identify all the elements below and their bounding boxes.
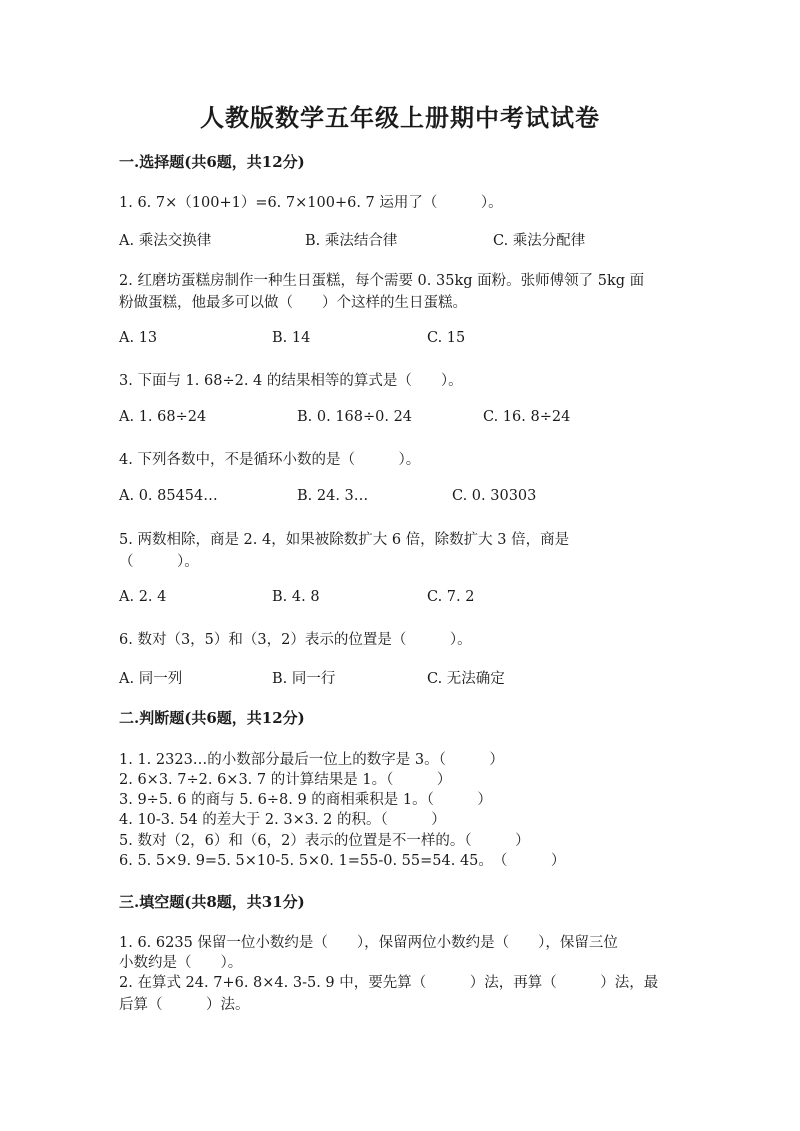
option-1-5-b: B. 4. 8 (272, 589, 320, 605)
option-1-1-a: A. 乘法交换律 (119, 233, 212, 249)
judgment-item-1: 1. 1. 2323…的小数部分最后一位上的数字是 3。（ ） (119, 752, 504, 768)
question-1-6: 6. 数对（3，5）和（3，2）表示的位置是（ ）。 (119, 632, 472, 648)
option-1-2-c: C. 15 (427, 330, 466, 346)
section-heading-fill: 三.填空题(共8题，共31分) (119, 893, 305, 911)
question-1-5-line1: 5. 两数相除，商是 2. 4，如果被除数扩大 6 倍，除数扩大 3 倍，商是 (119, 532, 570, 548)
section-heading-judgment: 二.判断题(共6题，共12分) (119, 709, 305, 727)
page-title: 人教版数学五年级上册期中考试试卷 (200, 103, 600, 132)
question-1-3: 3. 下面与 1. 68÷2. 4 的结果相等的算式是（ ）。 (119, 373, 463, 389)
fill-item-2-line2: 后算（ ）法。 (119, 997, 250, 1013)
judgment-item-3: 3. 9÷5. 6 的商与 5. 6÷8. 9 的商相乘积是 1。（ ） (119, 792, 492, 808)
fill-item-1-line1: 1. 6. 6235 保留一位小数约是（ ），保留两位小数约是（ ），保留三位 (119, 935, 618, 951)
question-1-5-line2: （ ）。 (119, 554, 199, 570)
fill-item-1-line2: 小数约是（ ）。 (119, 955, 243, 971)
option-1-6-c: C. 无法确定 (427, 671, 505, 687)
question-1-2-line1: 2. 红磨坊蛋糕房制作一种生日蛋糕，每个需要 0. 35kg 面粉。张师傅领了 5kg 面 (119, 273, 645, 289)
option-1-5-c: C. 7. 2 (427, 589, 475, 605)
option-1-2-b: B. 14 (272, 330, 311, 346)
judgment-item-2: 2. 6×3. 7÷2. 6×3. 7 的计算结果是 1。（ ） (119, 772, 452, 788)
question-1-4: 4. 下列各数中，不是循环小数的是（ ）。 (119, 452, 421, 468)
judgment-item-4: 4. 10-3. 54 的差大于 2. 3×3. 2 的积。（ ） (119, 812, 446, 828)
option-1-1-c: C. 乘法分配律 (493, 233, 586, 249)
option-1-1-b: B. 乘法结合律 (305, 233, 398, 249)
question-1-1: 1. 6. 7×（100+1）=6. 7×100+6. 7 运用了（ ）。 (119, 195, 503, 211)
option-1-3-b: B. 0. 168÷0. 24 (297, 409, 413, 425)
option-1-4-b: B. 24. 3… (297, 488, 369, 504)
option-1-6-a: A. 同一列 (119, 671, 183, 687)
judgment-item-5: 5. 数对（2，6）和（6，2）表示的位置是不一样的。（ ） (119, 833, 530, 849)
fill-item-2-line1: 2. 在算式 24. 7+6. 8×4. 3-5. 9 中，要先算（ ）法，再算（ ）法，最 (119, 975, 659, 991)
option-1-3-a: A. 1. 68÷24 (119, 409, 207, 425)
option-1-6-b: B. 同一行 (272, 671, 336, 687)
option-1-4-c: C. 0. 30303 (452, 488, 537, 504)
judgment-item-6: 6. 5. 5×9. 9=5. 5×10-5. 5×0. 1=55-0. 55=54. 45。 （ ） (119, 853, 566, 869)
option-1-2-a: A. 13 (119, 330, 158, 346)
option-1-4-a: A. 0. 85454… (119, 488, 218, 504)
question-1-2-line2: 粉做蛋糕，他最多可以做（ ）个这样的生日蛋糕。 (119, 295, 467, 311)
section-heading-choice: 一.选择题(共6题，共12分) (119, 153, 305, 171)
option-1-5-a: A. 2. 4 (119, 589, 167, 605)
option-1-3-c: C. 16. 8÷24 (483, 409, 571, 425)
